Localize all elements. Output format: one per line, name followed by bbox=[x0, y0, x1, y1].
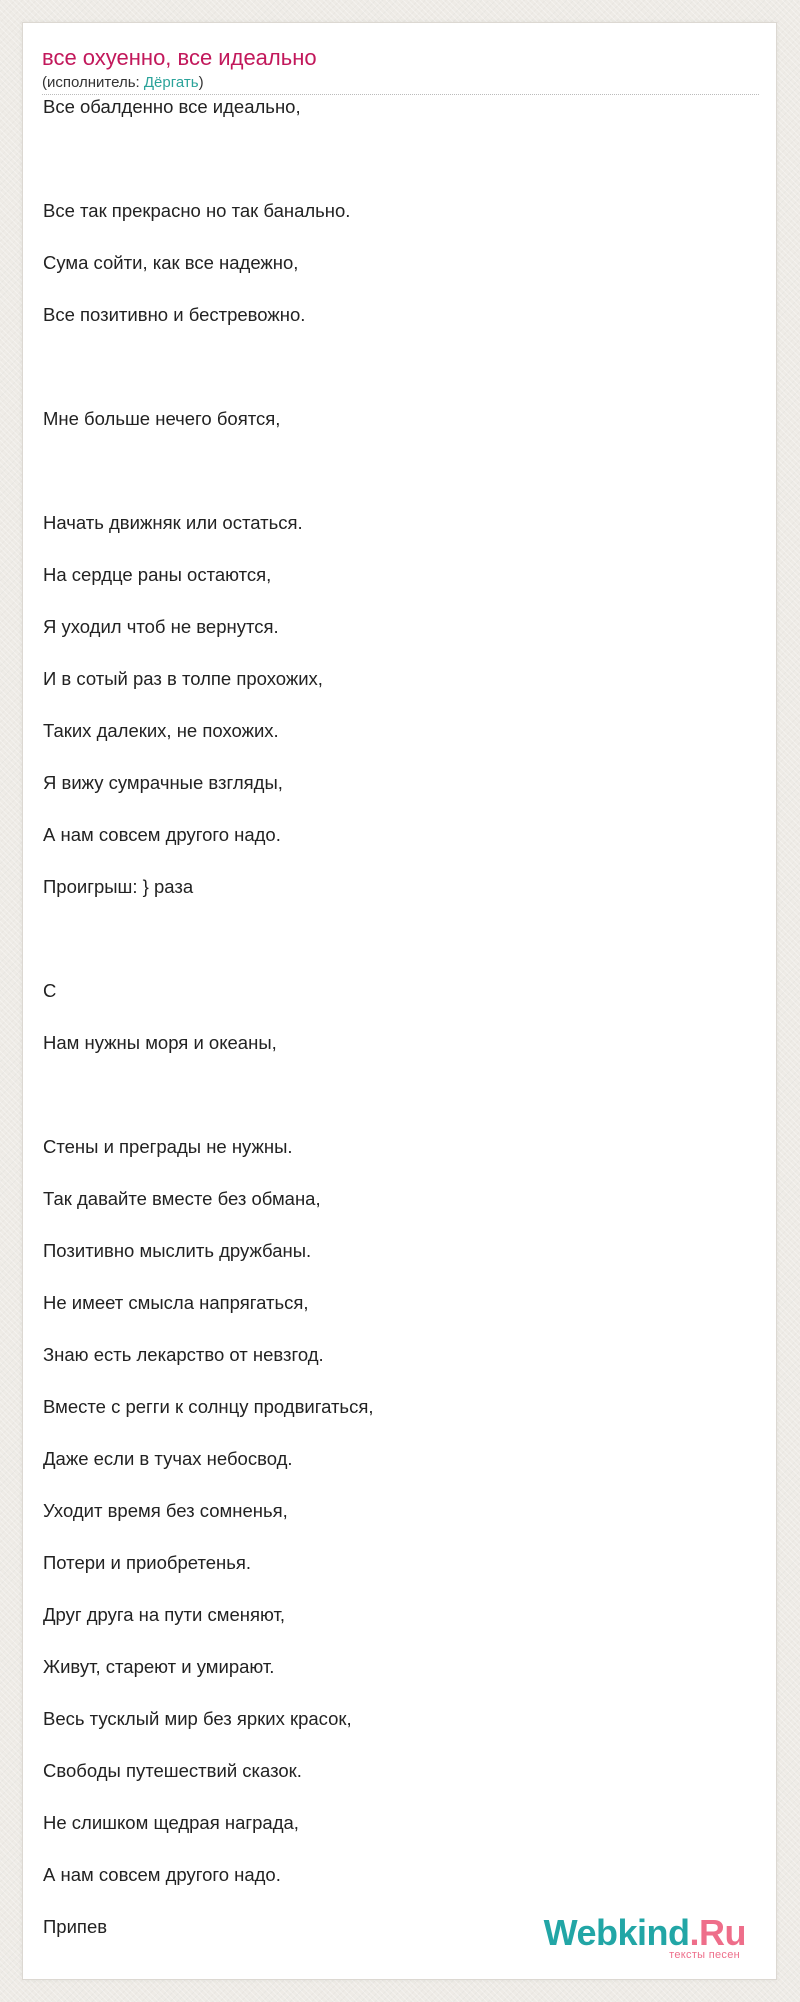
lyric-line: А нам совсем другого надо. bbox=[43, 1864, 281, 1885]
lyric-line: Уходит время без сомненья, bbox=[43, 1500, 288, 1521]
lyrics-card bbox=[22, 22, 777, 1980]
lyric-line: Весь тусклый мир без ярких красок, bbox=[43, 1708, 352, 1729]
song-title: все охуенно, все идеально bbox=[42, 45, 317, 70]
lyric-line: Живут, стареют и умирают. bbox=[43, 1656, 275, 1677]
lyric-line: Знаю есть лекарство от невзгод. bbox=[43, 1344, 324, 1365]
artist-prefix: (исполнитель: bbox=[42, 74, 144, 91]
lyric-line: Нам нужны моря и океаны, bbox=[43, 1032, 277, 1053]
lyric-line: А нам совсем другого надо. bbox=[43, 824, 281, 845]
lyric-line: Проигрыш: } раза bbox=[43, 876, 194, 897]
logo-wordmark bbox=[543, 1912, 746, 1953]
lyric-line: Мне больше нечего боятся, bbox=[43, 408, 281, 429]
lyric-line: Даже если в тучах небосвод. bbox=[43, 1448, 293, 1469]
lyric-line: На сердце раны остаются, bbox=[43, 564, 272, 585]
lyric-line: Позитивно мыслить дружбаны. bbox=[43, 1240, 312, 1261]
lyric-line: Не слишком щедрая награда, bbox=[43, 1812, 299, 1833]
lyric-line: Стены и преграды не нужны. bbox=[43, 1136, 293, 1157]
lyric-line: Начать движняк или остаться. bbox=[43, 512, 303, 533]
lyric-line bbox=[43, 352, 758, 404]
lyric-line: Свободы путешествий сказок. bbox=[43, 1760, 302, 1781]
lyric-line: Вместе с регги к солнцу продвигаться, bbox=[43, 1396, 374, 1417]
logo-domain: .Ru bbox=[689, 1912, 746, 1953]
artist-line bbox=[42, 73, 759, 93]
lyric-line bbox=[43, 144, 758, 196]
lyric-line: Сума сойти, как все надежно, bbox=[43, 252, 299, 273]
lyric-line: Все так прекрасно но так банально. bbox=[43, 200, 351, 221]
lyric-line: Все позитивно и бестревожно. bbox=[43, 304, 306, 325]
lyric-line: Все обалденно все идеально, bbox=[43, 96, 301, 117]
lyric-line bbox=[43, 456, 758, 508]
lyric-line: Потери и приобретенья. bbox=[43, 1552, 252, 1573]
lyric-line: Так давайте вместе без обмана, bbox=[43, 1188, 321, 1209]
lyric-line: И в сотый раз в толпе прохожих, bbox=[43, 668, 323, 689]
lyric-line: С bbox=[43, 980, 57, 1001]
lyric-line bbox=[43, 924, 758, 976]
artist-suffix: ) bbox=[198, 74, 204, 91]
lyric-line: Таких далеких, не похожих. bbox=[43, 720, 279, 741]
lyric-line: Друг друга на пути сменяют, bbox=[43, 1604, 286, 1625]
lyric-line: Не имеет смысла напрягаться, bbox=[43, 1292, 309, 1313]
artist-link[interactable]: Дёргать bbox=[143, 74, 199, 91]
logo-name: Webkind bbox=[543, 1912, 690, 1953]
site-logo[interactable] bbox=[543, 1912, 746, 1961]
lyric-line: Я уходил чтоб не вернутся. bbox=[43, 616, 279, 637]
logo-tagline: тексты песен bbox=[669, 1949, 740, 1961]
lyrics-text bbox=[43, 92, 758, 1964]
lyric-line: Припев bbox=[43, 1916, 108, 1937]
song-header bbox=[42, 43, 759, 95]
lyric-line: Я вижу сумрачные взгляды, bbox=[43, 772, 283, 793]
lyric-line bbox=[43, 1080, 758, 1132]
